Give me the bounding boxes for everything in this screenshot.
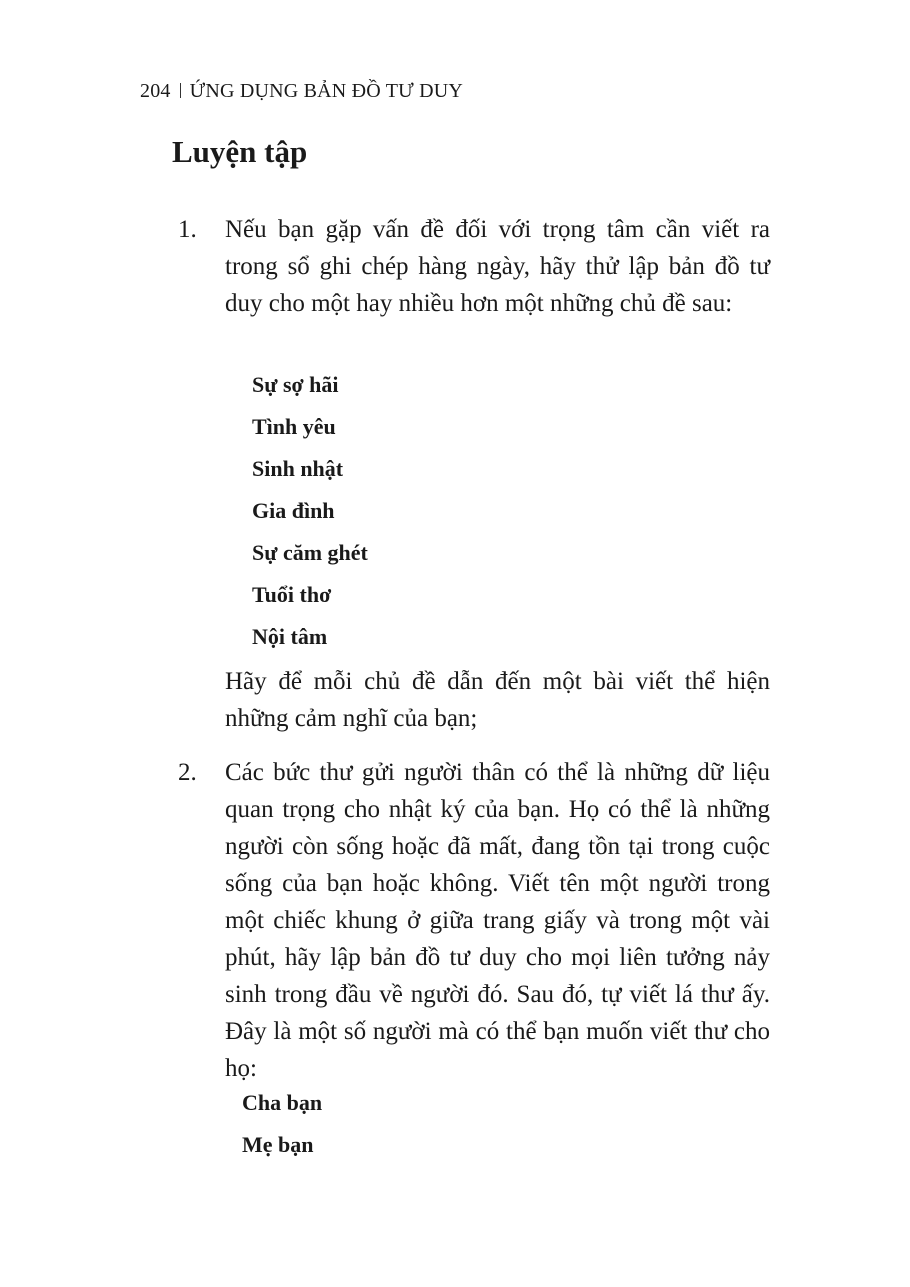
header-separator <box>180 83 181 98</box>
exercise-follow-up: Hãy để mỗi chủ đề dẫn đến một bài viết thể hiện những cảm nghĩ của bạn; <box>225 668 770 732</box>
topic-item: Gia đình <box>252 498 335 523</box>
running-header <box>140 80 463 103</box>
exercise-intro: Các bức thư gửi người thân có thể là những dữ liệu quan trọng cho nhật ký của bạn. Họ có thể là những người còn sống hoặc đã mất, đang tồn tại trong cuộc sống của bạn hoặc không. Viết tên một người trong một chiếc khung ở giữa trang giấy và trong một vài phút, hãy lập bản đồ tư duy cho mọi liên tưởng nảy sinh trong đầu về người đó. Sau đó, tự viết lá thư ấy. Đây là một số người mà có thể bạn muốn viết thư cho họ: <box>225 759 770 1082</box>
recipient-item: Cha bạn <box>242 1090 323 1115</box>
section-title: Luyện tập <box>172 134 308 169</box>
exercise-number: 1. <box>178 216 197 243</box>
recipient-item: Mẹ bạn <box>242 1132 314 1157</box>
exercise-intro: Nếu bạn gặp vấn đề đối với trọng tâm cần viết ra trong sổ ghi chép hàng ngày, hãy thử lập bản đồ tư duy cho một hay nhiều hơn một những chủ đề sau: <box>225 216 770 317</box>
book-title: ỨNG DỤNG BẢN ĐỒ TƯ DUY <box>189 80 464 102</box>
topic-item: Sinh nhật <box>252 456 344 481</box>
topic-item: Tình yêu <box>252 414 336 439</box>
page-number: 204 <box>140 80 171 102</box>
exercise-number: 2. <box>178 759 197 786</box>
exercise-body <box>225 754 770 1157</box>
recipient-list <box>242 1082 322 1166</box>
topic-item: Nội tâm <box>252 624 328 649</box>
topic-item: Sự căm ghét <box>252 540 368 565</box>
topic-item: Sự sợ hãi <box>252 372 339 397</box>
topic-list <box>252 364 368 658</box>
exercise-body <box>225 211 770 732</box>
topic-item: Tuổi thơ <box>252 582 332 607</box>
